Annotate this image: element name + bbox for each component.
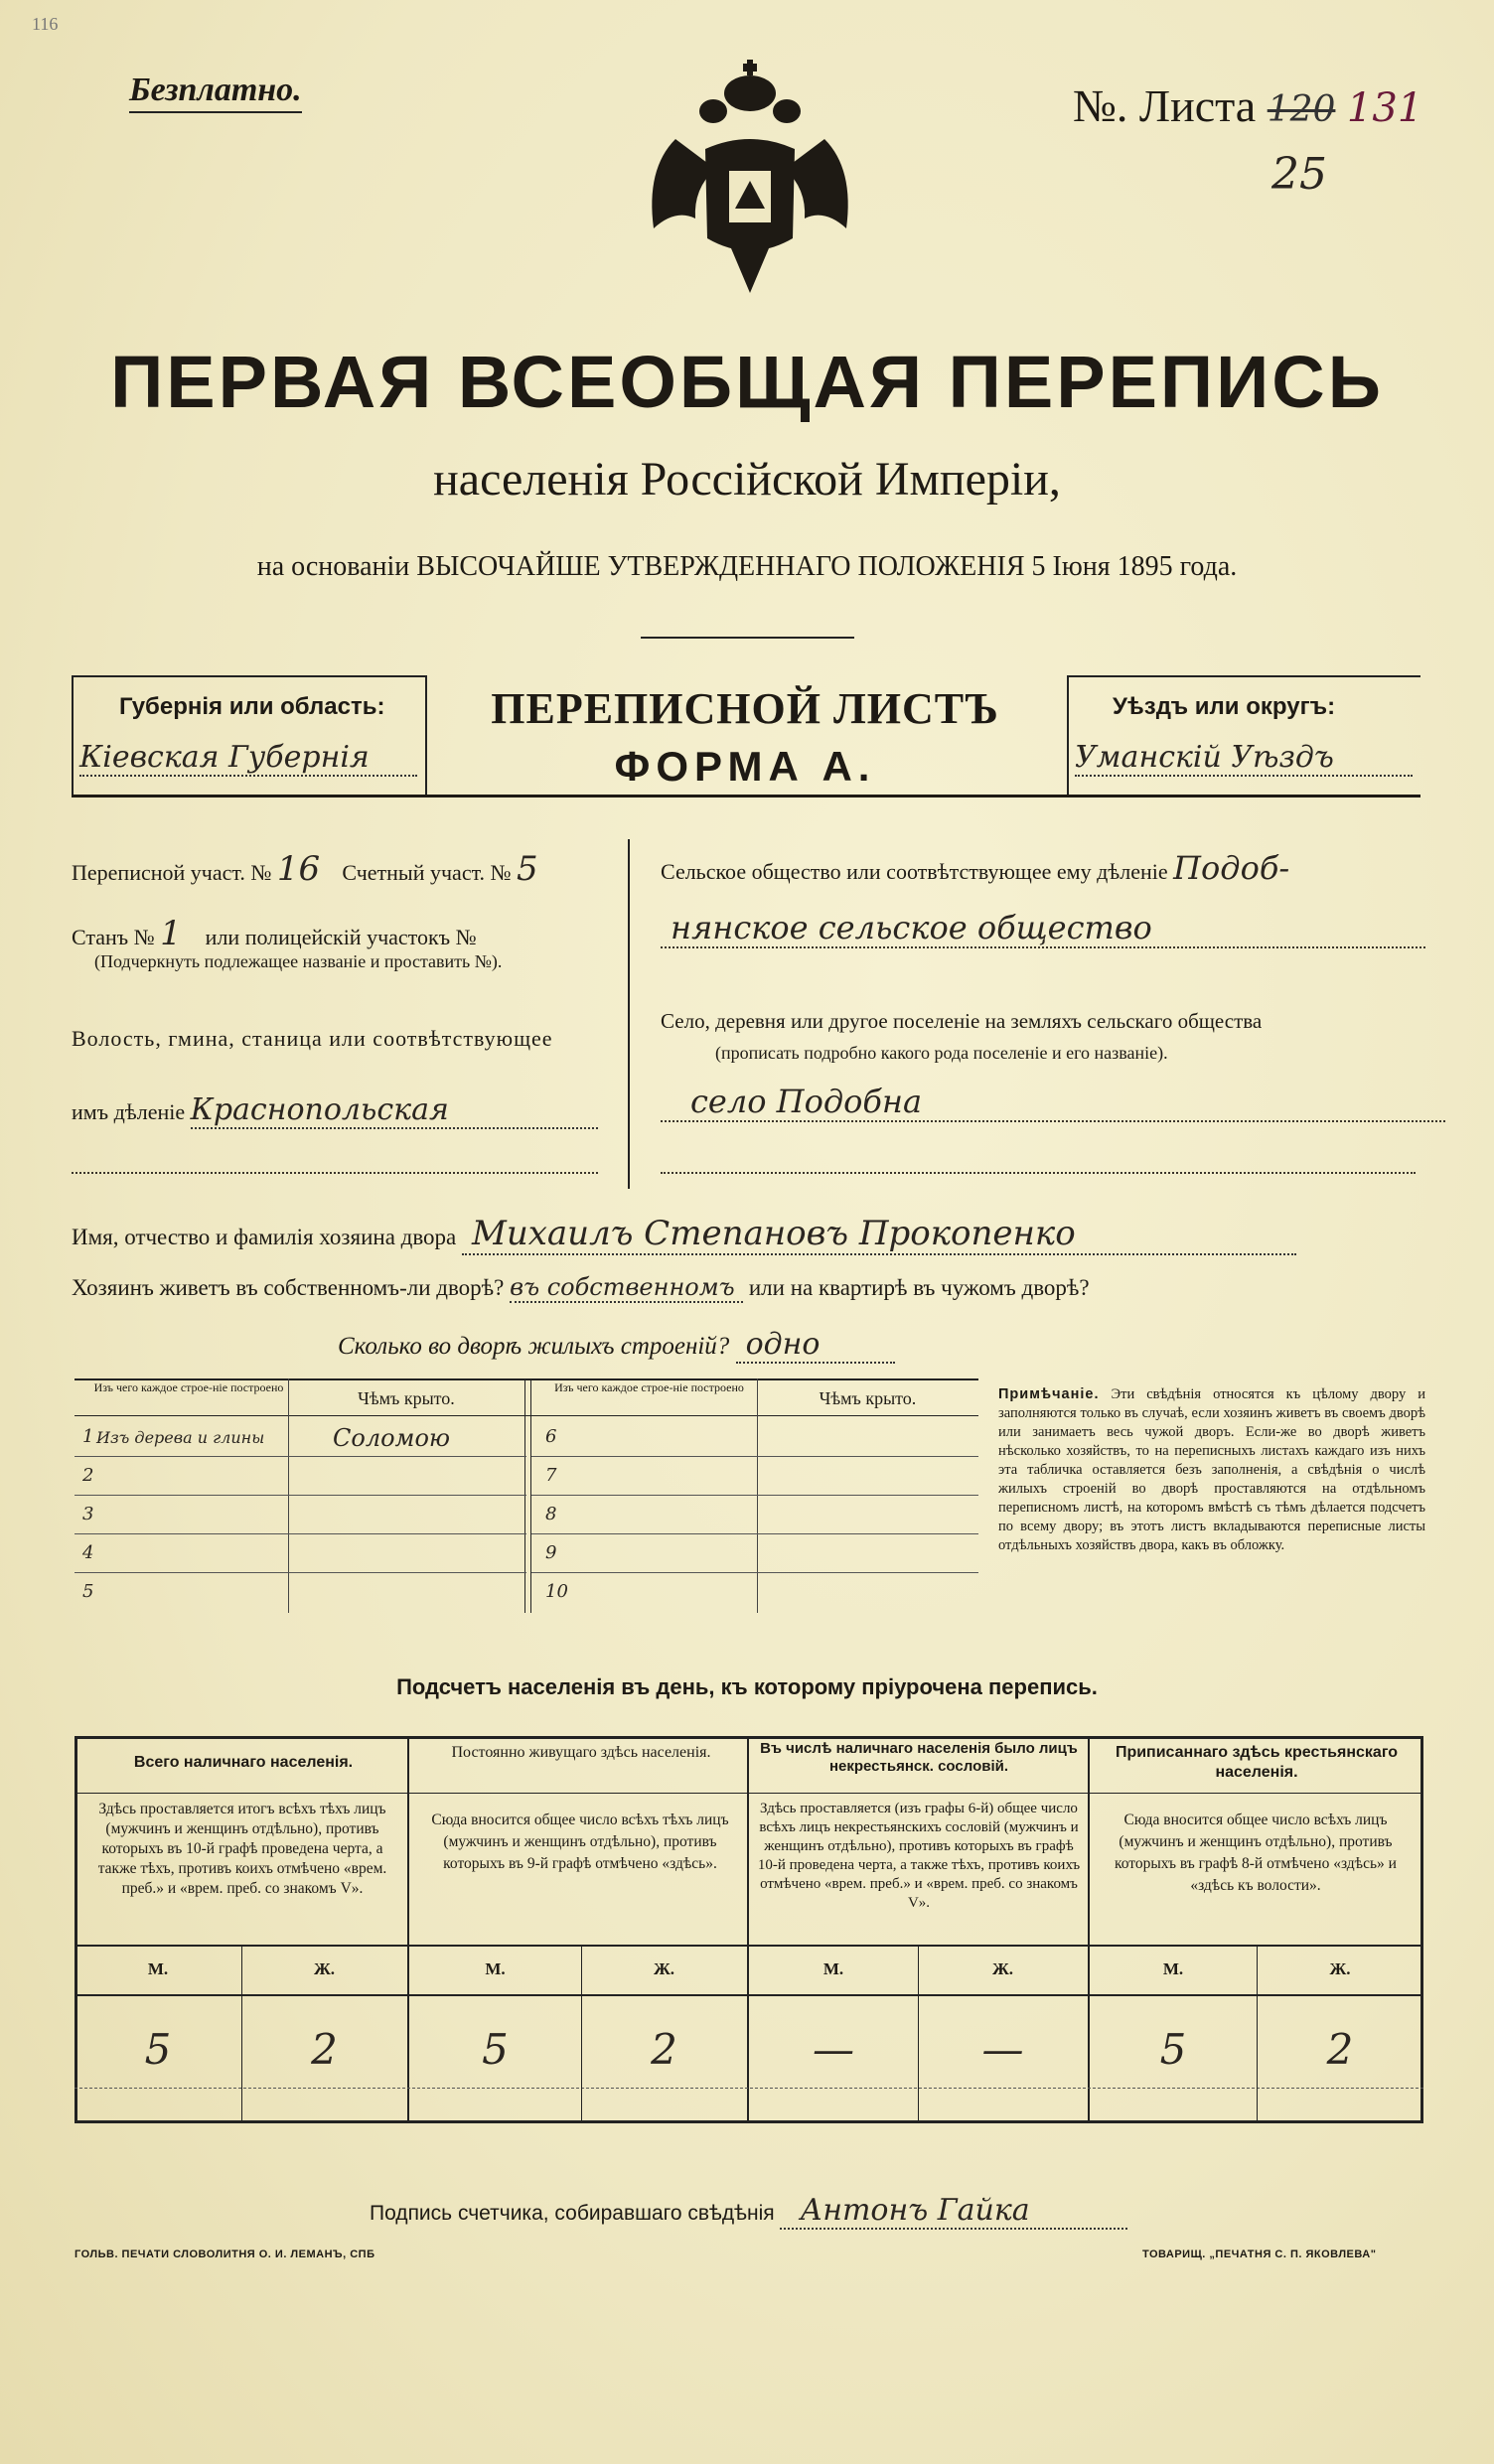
note-block — [998, 1385, 1425, 1555]
printer-left: ГОЛЬВ. ПЕЧАТИ СЛОВОЛИТНЯ О. И. ЛЕМАНЪ, СПБ — [75, 2248, 375, 2260]
pop-desc-rule — [75, 1945, 1423, 1947]
village-value — [661, 1083, 1445, 1122]
pop-value-male: — — [813, 2025, 854, 2074]
pop-group-desc: Здѣсь проставляется итогъ всѣхъ тѣхъ лицъ (мужчинъ и женщинъ отдѣльно), противъ которыхъ въ 10-й графѣ проведена черта, а также тѣхъ, противъ коихъ отмѣчено «врем. преб.» и «врем. преб. со знакомъ V». — [97, 1801, 387, 1897]
stan-note: (Подчеркнуть подлежащее названіе и проставить №). — [94, 951, 503, 971]
pop-value-male: 5 — [1159, 2025, 1187, 2074]
count-area-value: 5 — [517, 849, 538, 889]
male-label: М. — [485, 1959, 506, 1978]
gubernia-value: Кіевская Губернія — [79, 740, 417, 777]
society-value-2: нянское сельское общество — [661, 909, 1425, 948]
table-row — [75, 1457, 526, 1496]
sheet-number-value: 131 — [1346, 85, 1423, 131]
note-text: Эти свѣдѣнія относятся къ цѣлому двору и заполняются только въ случаѣ, если хозяинъ живетъ въ своемъ дворѣ или занимаетъ весь чужой дворъ. Если-же во дворѣ живетъ нѣсколько хозяйствъ, то на переписныхъ листахъ каждаго изъ нихъ эта табличка оставляется безъ заполненія, а свѣдѣнія о числѣ жилыхъ строеній во дворѣ проставляются на отдѣльномъ переписномъ листѣ, на которомъ вмѣстѣ съ тѣмъ дѣлается подсчетъ по всему двору; въ этотъ листъ вкладываются переписные листы отдѣльныхъ хозяйствъ двора, какъ въ обложку. — [998, 1386, 1426, 1553]
ornament-divider — [641, 637, 854, 639]
society-label: Сельское общество или соотвѣтствующее ему дѣленіе — [661, 859, 1168, 884]
page-mark: 25 — [1271, 149, 1327, 200]
pop-value-female: 2 — [1326, 2025, 1354, 2074]
stan-value: 1 — [160, 914, 182, 953]
table-row — [75, 1496, 526, 1534]
owner-name-row — [72, 1214, 1296, 1255]
buildings-left-rows — [75, 1418, 526, 1611]
imperial-eagle-emblem — [636, 60, 864, 298]
table-row — [531, 1418, 978, 1457]
col-header-material: Изъ чего каждое строе-ніе построено — [554, 1380, 744, 1394]
table-row — [75, 1418, 526, 1457]
row-material: Изъ дерева и глины — [96, 1428, 265, 1447]
buildings-row — [338, 1327, 895, 1364]
fields-divider — [628, 839, 630, 1189]
female-label: Ж. — [313, 1959, 336, 1978]
volost-label-2: имъ дѣленіе — [72, 1099, 186, 1124]
table-row — [531, 1573, 978, 1611]
village-label: Село, деревня или другое поселеніе на земляхъ сельскаго общества — [661, 1009, 1263, 1033]
signature-label: Подпись счетчика, собиравшаго свѣдѣнія — [370, 2202, 775, 2225]
row-number: 4 — [82, 1542, 94, 1563]
village-value-text: село Подобна — [690, 1083, 923, 1120]
pop-group-title: Приписаннаго здѣсь крестьянскаго населенія. — [1115, 1744, 1399, 1781]
col-header-roof: Чѣмъ крыто. — [819, 1388, 917, 1408]
society-value-1: Подоб- — [1173, 849, 1290, 887]
pop-value-female: 2 — [311, 2025, 338, 2074]
row-number: 2 — [82, 1465, 94, 1486]
society-row — [661, 849, 1289, 887]
residence-row — [72, 1273, 1090, 1303]
pop-group-desc: Сюда вносится общее число всѣхъ тѣхъ лицъ (мужчинъ и женщинъ отдѣльно), противъ которыхъ въ 9-й графѣ отмѣчено «здѣсь». — [431, 1812, 729, 1872]
printer-right: ТОВАРИЩ. „ПЕЧАТНЯ С. П. ЯКОВЛЕВА" — [1142, 2248, 1377, 2260]
stan-row — [72, 914, 477, 953]
row-roof: Соломою — [333, 1424, 451, 1452]
owner-name-label: Имя, отчество и фамилія хозяина двора — [72, 1225, 457, 1249]
buildings-right-rows — [531, 1418, 978, 1611]
pop-group-title: Всего наличнаго населенія. — [133, 1754, 354, 1771]
form-box-bottom-rule — [72, 795, 1420, 797]
col-header-material: Изъ чего каждое строе-ніе построено — [93, 1380, 284, 1394]
uezd-label: Уѣздъ или округъ: — [1113, 693, 1336, 720]
population-heading: Подсчетъ населенія въ день, къ которому пріурочена перепись. — [396, 1674, 1098, 1699]
pop-value-female: 2 — [651, 2025, 677, 2074]
pop-title-rule — [75, 1793, 1423, 1794]
table-row — [531, 1496, 978, 1534]
table-row — [75, 1573, 526, 1611]
corner-mark: 116 — [32, 14, 59, 34]
pop-value-rule — [75, 2088, 1423, 2089]
table-row — [531, 1534, 978, 1573]
census-area-label: Переписной участ. № — [72, 860, 272, 885]
residence-suffix: или на квартирѣ въ чужомъ дворѣ? — [748, 1275, 1090, 1300]
pop-value-male: 5 — [482, 2025, 509, 2074]
uezd-box-top — [1067, 675, 1420, 677]
male-label: М. — [1162, 1959, 1184, 1978]
page-subtitle: населенія Россійской Имперіи, — [433, 453, 1061, 506]
pop-value-male: 5 — [144, 2025, 172, 2074]
row-number: 10 — [545, 1581, 568, 1602]
table-row — [75, 1534, 526, 1573]
signature-row — [370, 2193, 1127, 2230]
male-label: М. — [822, 1959, 844, 1978]
male-label: М. — [147, 1959, 169, 1978]
female-label: Ж. — [991, 1959, 1014, 1978]
pop-group-title: Въ числѣ наличнаго населенія было лицъ некрестьянск. сословій. — [760, 1740, 1078, 1775]
census-area-value: 16 — [276, 849, 321, 889]
sheet-number-crossed: 120 — [1267, 89, 1336, 130]
census-area-row — [72, 849, 538, 889]
gubernia-label: Губернія или область: — [119, 693, 385, 720]
buildings-label: Сколько во дворѣ жилыхъ строеній? — [338, 1333, 730, 1360]
volost-blank-line — [72, 1172, 598, 1174]
sheet-number-label: №. Листа — [1073, 80, 1257, 131]
form-box-divider-right — [1067, 675, 1069, 795]
volost-value: Краснопольская — [191, 1092, 598, 1129]
uezd-value: Уманскій Уѣздъ — [1075, 740, 1413, 777]
owner-name-value: Михаилъ Степановъ Прокопенко — [462, 1214, 1296, 1255]
row-number: 6 — [545, 1426, 557, 1447]
stan-label: Станъ № — [72, 925, 155, 949]
pop-group-desc: Сюда вносится общее число всѣхъ лицъ (мужчинъ и женщинъ отдѣльно), противъ которыхъ въ графѣ 8-й отмѣчено «здѣсь» и «здѣсь къ волости». — [1115, 1812, 1397, 1894]
female-label: Ж. — [653, 1959, 675, 1978]
pop-group-desc: Здѣсь проставляется (изъ графы 6-й) общее число всѣхъ лицъ некрестьянскихъ сословій (мужчинъ и женщинъ отдѣльно), противъ которыхъ въ графѣ 10-й проведена черта, а также тѣхъ, противъ коихъ отмѣчено «врем. преб.» и «врем. преб. со знакомъ V». — [757, 1801, 1081, 1911]
volost-row — [72, 1092, 598, 1129]
sheet-number — [1073, 79, 1422, 132]
female-label: Ж. — [1329, 1959, 1351, 1978]
free-label: Безплатно. — [129, 72, 302, 113]
row-number: 1 — [82, 1426, 94, 1447]
residence-value: въ собственномъ — [510, 1273, 743, 1303]
pop-group-title: Постоянно живущаго здѣсь населенія. — [451, 1744, 711, 1761]
stan-suffix: или полицейскій участокъ № — [205, 925, 477, 949]
residence-label: Хозяинъ живетъ въ собственномъ-ли дворѣ? — [72, 1275, 505, 1300]
row-number: 8 — [545, 1504, 557, 1524]
form-subtitle: ФОРМА А. — [614, 743, 876, 790]
note-title: Примѣчаніе. — [998, 1386, 1100, 1402]
signature-value: Антонъ Гайка — [780, 2193, 1127, 2230]
col-header-roof: Чѣмъ крыто. — [358, 1388, 455, 1408]
form-title: ПЕРЕПИСНОЙ ЛИСТЪ — [491, 684, 999, 733]
count-area-label: Счетный участ. № — [342, 860, 512, 885]
village-note: (прописать подробно какого рода поселеніе и его названіе). — [715, 1043, 1168, 1063]
volost-label-1: Волость, гмина, станица или соотвѣтствующее — [72, 1026, 553, 1051]
regulation-basis: на основаніи ВЫСОЧАЙШЕ УТВЕРЖДЕННАГО ПОЛОЖЕНІЯ 5 Іюня 1895 года. — [256, 551, 1238, 582]
buildings-value: одно — [736, 1327, 895, 1364]
village-blank-line — [661, 1172, 1416, 1174]
pop-value-female: — — [981, 2025, 1024, 2074]
row-number: 3 — [82, 1504, 94, 1524]
page-title: ПЕРВАЯ ВСЕОБЩАЯ ПЕРЕПИСЬ — [110, 341, 1384, 423]
row-number: 7 — [545, 1465, 557, 1486]
pop-mf-rule — [75, 1994, 1423, 1996]
table-row — [531, 1457, 978, 1496]
row-number: 9 — [545, 1542, 557, 1563]
row-number: 5 — [82, 1581, 94, 1602]
